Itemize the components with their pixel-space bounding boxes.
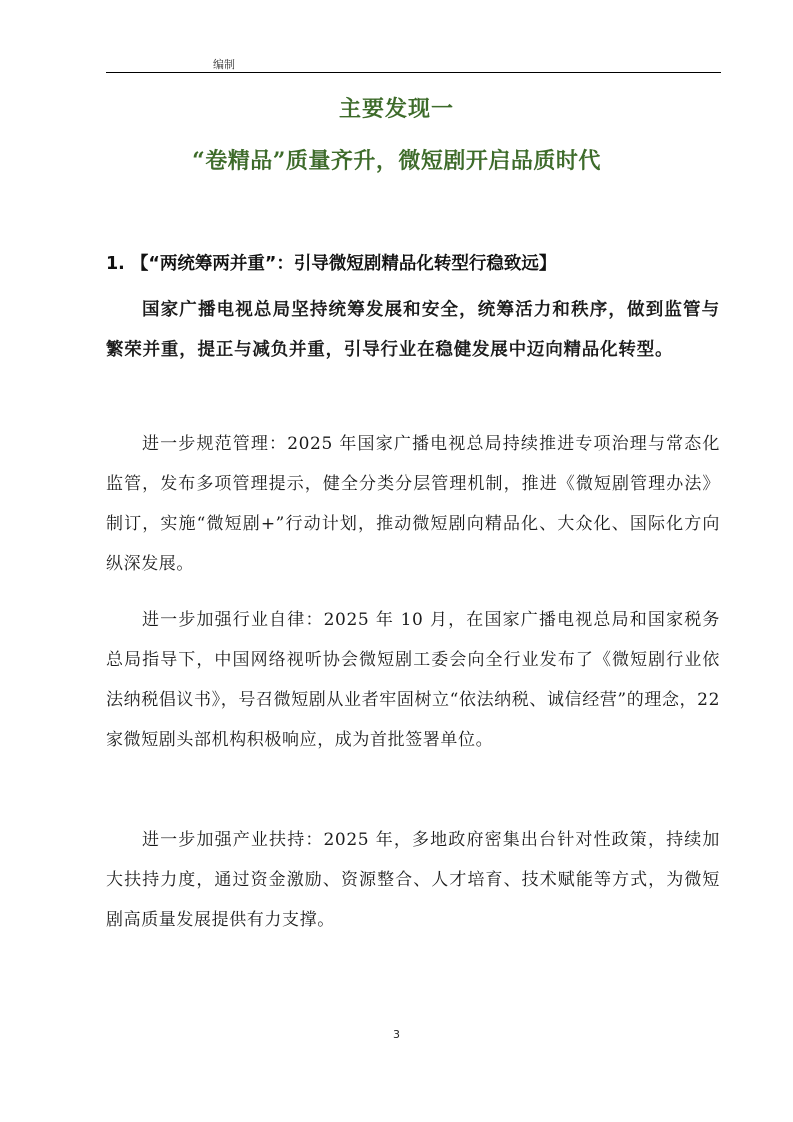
body-paragraph-self-discipline: 进一步加强行业自律：2025 年 10 月，在国家广播电视总局和国家税务总局指导下，中国网络视听协会微短剧工委会向全行业发布了《微短剧行业依法纳税倡议书》，号召微短剧从业者牢固树立“依法纳税、诚信经营”的理念，22 家微短剧头部机构积极响应，成为首批签署单位。 (106, 610, 720, 750)
page-number: 3 (393, 1028, 400, 1041)
body-paragraph-management: 进一步规范管理：2025 年国家广播电视总局持续推进专项治理与常态化监管，发布多项管理提示，健全分类分层管理机制，推进《微短剧管理办法》制订，实施“微短剧+”行动计划，推动微短剧向精品化、大众化、国际化方向纵深发展。 (106, 434, 720, 574)
lead-paragraph: 国家广播电视总局坚持统筹发展和安全，统筹活力和秩序，做到监管与繁荣并重，提正与减负并重，引导行业在稳健发展中迈向精品化转型。 (106, 300, 720, 360)
page-title: 主要发现一 (338, 96, 454, 122)
header-text: 编制 (213, 58, 235, 71)
header-divider (106, 72, 721, 73)
section-heading: 1. 【“两统筹两并重”：引导微短剧精品化转型行稳致远】 (106, 254, 557, 274)
page-subtitle: “卷精品”质量齐升，微短剧开启品质时代 (192, 148, 601, 174)
body-paragraph-industry-support: 进一步加强产业扶持：2025 年，多地政府密集出台针对性政策，持续加大扶持力度，通过资金激励、资源整合、人才培育、技术赋能等方式，为微短剧高质量发展提供有力支撑。 (106, 830, 720, 930)
